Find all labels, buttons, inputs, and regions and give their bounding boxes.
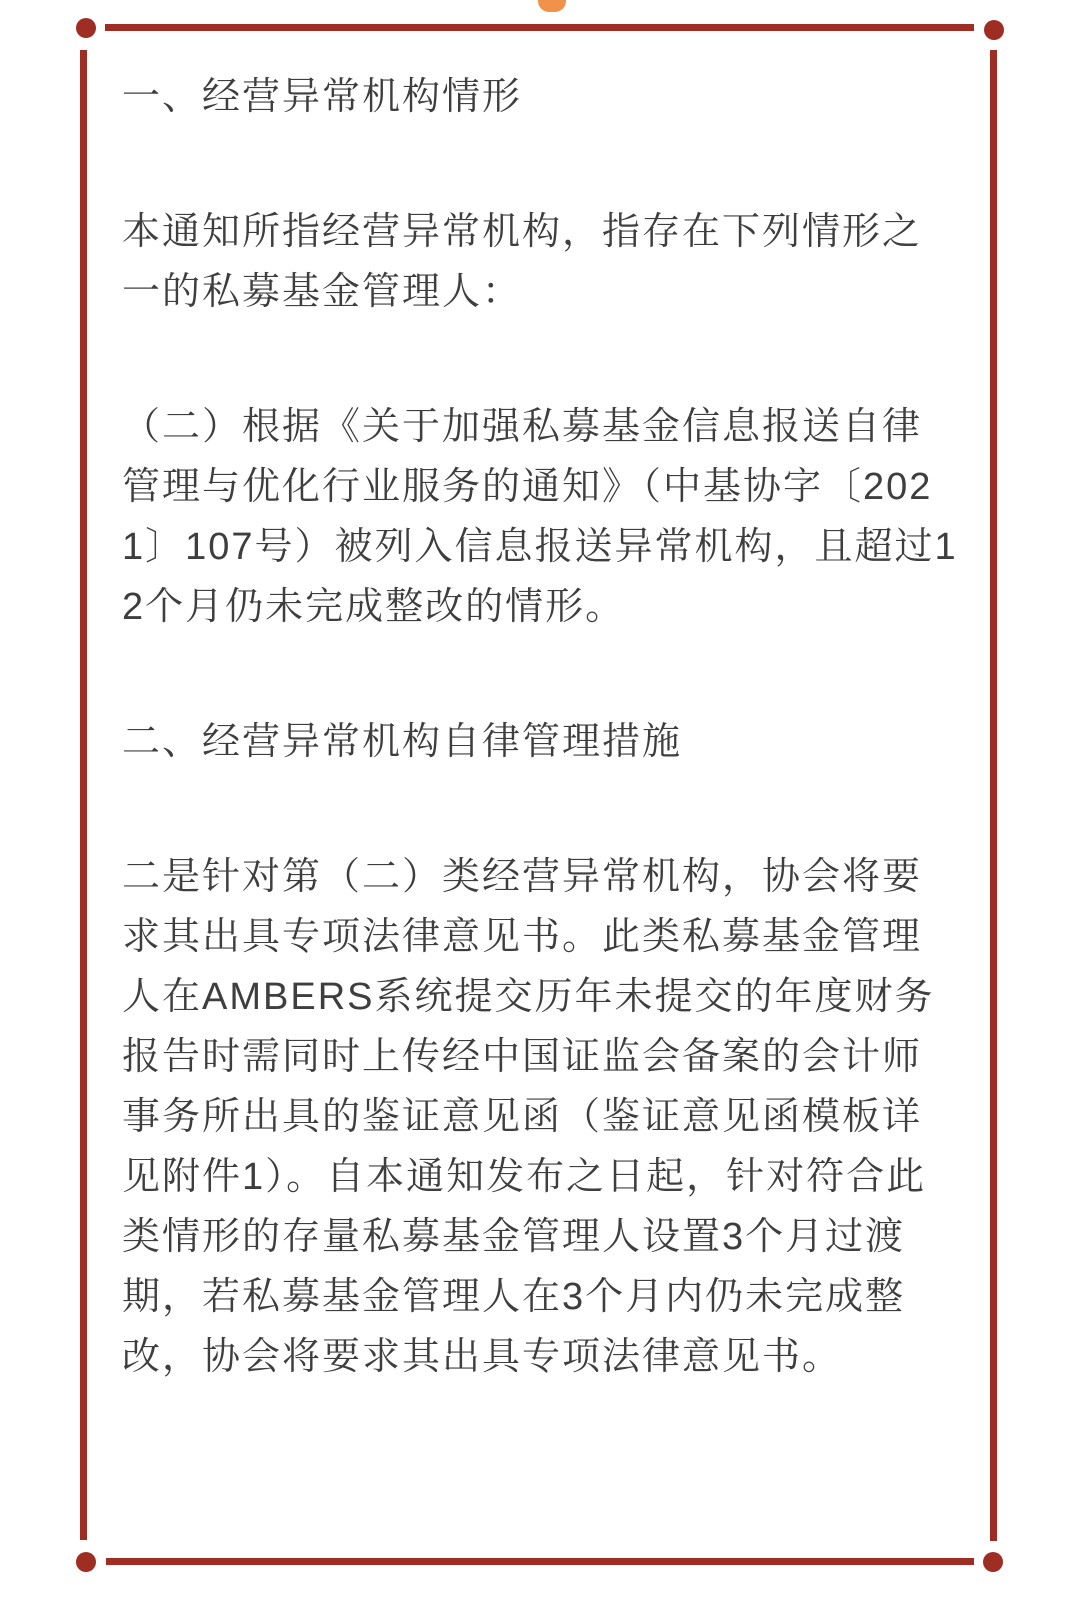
corner-dot-top-right [984, 20, 1004, 40]
frame-left-line [80, 50, 87, 1540]
article-content [122, 67, 958, 1387]
frame-bottom-line [106, 1558, 974, 1565]
orange-accent-dot [538, 0, 566, 12]
frame-top-line [105, 24, 974, 31]
paragraph-measures: 二是针对第（二）类经营异常机构，协会将要求其出具专项法律意见书。此类私募基金管理人在AMBERS系统提交历年未提交的年度财务报告时需同时上传经中国证监会备案的会计师事务所出具的鉴证意见函（鉴证意见函模板详见附件1）。自本通知发布之日起，针对符合此类情形的存量私募基金管理人设置3个月过渡期，若私募基金管理人在3个月内仍未完成整改，协会将要求其出具专项法律意见书。 [122, 856, 935, 1378]
paragraph-intro: 本通知所指经营异常机构，指存在下列情形之一的私募基金管理人： [122, 211, 923, 313]
paragraph-situation-2: （二）根据《关于加强私募基金信息报送自律管理与优化行业服务的通知》（中基协字〔2021〕107号）被列入信息报送异常机构，且超过12个月仍未完成整改的情形。 [122, 406, 958, 628]
corner-dot-bottom-left [76, 1552, 96, 1572]
frame-right-line [990, 50, 997, 1541]
section-heading-1: 一、经营异常机构情形 [122, 76, 523, 118]
section-heading-2: 二、经营异常机构自律管理措施 [122, 721, 683, 763]
corner-dot-bottom-right [983, 1552, 1003, 1572]
corner-dot-top-left [76, 18, 96, 38]
